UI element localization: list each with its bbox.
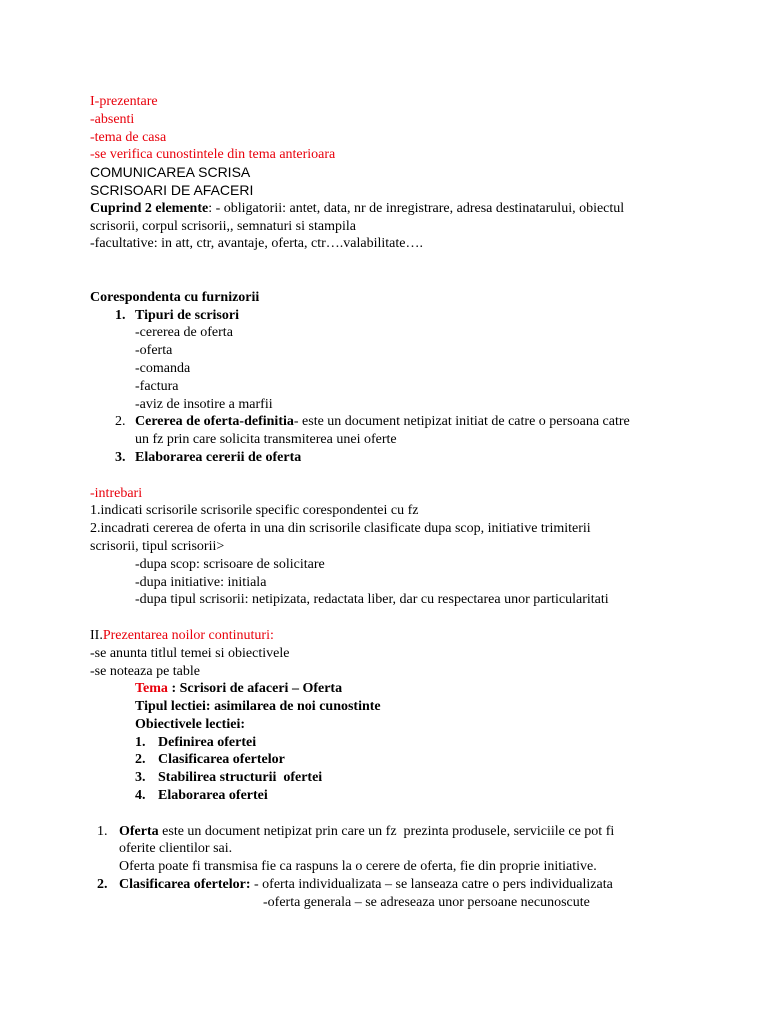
obiectiv-text: Stabilirea structurii ofertei [158, 770, 323, 786]
obiectiv-item [0, 734, 768, 752]
intro-item: -absenti [90, 111, 135, 127]
sub-item: -oferta [135, 343, 173, 359]
obiectiv-text: Elaborarea ofertei [158, 788, 268, 804]
blank-line [0, 253, 768, 271]
topic-heading: COMUNICAREA SCRISA [90, 164, 251, 181]
obiectiv-number: 1. [135, 734, 146, 750]
intro-title: I-prezentare [90, 94, 158, 109]
intrebari-heading: -intrebari [90, 485, 143, 501]
list-number: 2. [97, 877, 108, 893]
prezentare-heading: Prezentarea noilor continuturi: [102, 627, 274, 643]
prezentare-step: -se noteaza pe table [90, 663, 200, 679]
list-item-text: - este un document netipizat initiat de catre o persoana catre [293, 414, 630, 430]
question-2-continued: scrisorii, tipul scrisorii> [90, 538, 225, 554]
cuprind-obligatorii: : - obligatorii: antet, data, nr de inregistrare, adresa destinatarului, obiectul [208, 200, 625, 216]
obiectiv-text: Clasificarea ofertelor [158, 752, 285, 768]
prezentare-step: -se anunta titlul temei si obiectivele [90, 645, 290, 661]
obiective-heading: Obiectivele lectiei: [135, 716, 245, 732]
list-number: 1. [97, 823, 108, 839]
obiectiv-item [0, 769, 768, 787]
list-item [0, 449, 768, 467]
prezentare-heading-line [0, 627, 768, 645]
oferta-individualizata: - oferta individualizata – se lanseaza catre o pers individualizata [250, 877, 613, 893]
answer-item: -dupa tipul scrisorii: netipizata, redactata liber, dar cu respectarea unor particularitati [135, 592, 609, 608]
sub-item: -aviz de insotire a marfii [135, 396, 273, 412]
oferta-item-1 [0, 823, 768, 841]
oferta-transmission: Oferta poate fi transmisa fie ca raspuns la o cerere de oferta, fie din proprie initiative. [119, 859, 597, 875]
sub-item: -factura [135, 378, 179, 394]
oferta-item-2 [0, 876, 768, 894]
list-number: 2. [115, 414, 126, 430]
corespondenta-heading: Corespondenta cu furnizorii [90, 289, 260, 305]
oferta-generala: -oferta generala – se adreseaza unor persoane necunoscute [263, 894, 590, 910]
obiectiv-number: 2. [135, 752, 146, 768]
question-2: 2.incadrati cererea de oferta in una din scrisorile clasificate dupa scop, initiative trimiterii [90, 521, 591, 537]
blank-line [0, 805, 768, 823]
list-item [0, 307, 768, 325]
obiectiv-item [0, 751, 768, 769]
oferta-definition-continued: oferite clientilor sai. [119, 841, 233, 857]
list-number: 3. [115, 449, 126, 465]
obiectiv-number: 3. [135, 770, 146, 786]
list-number: 1. [115, 307, 126, 323]
obiectiv-number: 4. [135, 788, 146, 804]
list-item-title: Cererea de oferta-definitia [135, 414, 294, 430]
topic-subheading: SCRISOARI DE AFACERI [90, 181, 254, 198]
tip-lectie: Tipul lectiei: asimilarea de noi cunostinte [135, 699, 381, 715]
tema-text: : Scrisori de afaceri – Oferta [167, 681, 343, 697]
tema-label: Tema [135, 681, 168, 697]
list-item-title: Tipuri de scrisori [135, 307, 239, 323]
tema-line [0, 680, 768, 698]
cuprind-obligatorii-continued: scrisorii, corpul scrisorii,, semnaturi si stampila [90, 218, 356, 234]
sub-item: -cererea de oferta [135, 325, 233, 341]
clasificare-term: Clasificarea ofertelor: [119, 877, 251, 893]
section-number: II. [90, 627, 103, 643]
blank-line [0, 467, 768, 485]
answer-item: -dupa initiative: initiala [135, 574, 267, 590]
list-item-text-continued: un fz prin care solicita transmiterea unei oferte [135, 432, 397, 448]
intro-item: -se verifica cunostintele din tema anterioara [90, 147, 336, 163]
obiectiv-text: Definirea ofertei [158, 734, 257, 750]
question-1: 1.indicati scrisorile scrisorile specific corespondentei cu fz [90, 503, 419, 519]
blank-line [0, 271, 768, 289]
sub-item: -comanda [135, 360, 191, 376]
cuprind-label: Cuprind 2 elemente [90, 200, 209, 216]
oferta-definition: este un document netipizat prin care un fz prezinta produsele, serviciile ce pot fi [158, 823, 615, 839]
list-item [0, 413, 768, 431]
list-item-title: Elaborarea cererii de oferta [135, 449, 302, 465]
oferta-term: Oferta [119, 823, 159, 839]
answer-item: -dupa scop: scrisoare de solicitare [135, 556, 325, 572]
intro-item: -tema de casa [90, 129, 167, 145]
cuprind-line [0, 200, 768, 218]
obiectiv-item [0, 787, 768, 805]
blank-line [0, 609, 768, 627]
cuprind-facultative: -facultative: in att, ctr, avantaje, oferta, ctr….valabilitate…. [90, 236, 423, 252]
